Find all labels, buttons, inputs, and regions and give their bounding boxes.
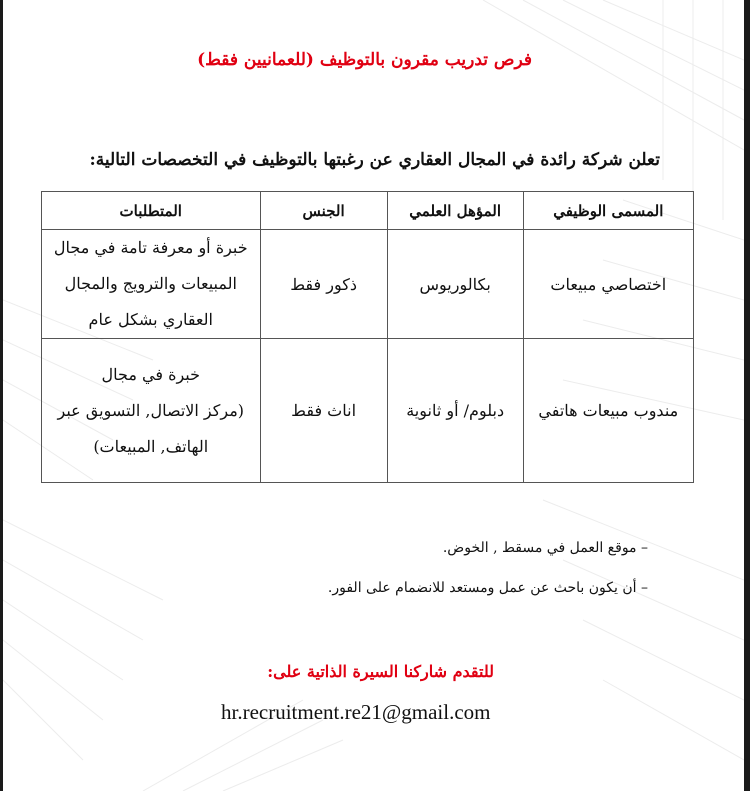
requirement-line: العقاري بشكل عام [88,310,213,329]
jobs-table [41,191,694,483]
cell-requirements [42,230,261,339]
note-location: – موقع العمل في مسقط , الخوض. [442,540,648,556]
contact-email: hr.recruitment.re21@gmail.com [221,700,491,724]
header-qualification: المؤهل العلمي [387,192,523,230]
requirement-line: (مركز الاتصال, التسويق عبر [57,400,245,420]
cell-qualification: بكالوريوس [387,230,523,339]
cell-gender: اناث فقط [260,339,387,483]
notes-list [248,532,648,612]
requirement-line: الهاتف, المبيعات) [93,436,209,456]
requirement-line: خبرة في مجال [101,364,200,384]
cell-qualification: دبلوم/ أو ثانوية [387,339,523,483]
table-row [42,339,694,483]
cell-job-title: مندوب مبيعات هاتفي [523,339,693,483]
right-edge [744,0,750,791]
document-page [3,0,744,791]
header-job-title: المسمى الوظيفي [523,192,693,230]
cell-job-title: اختصاصي مبيعات [523,230,693,339]
note-availability: – أن يكون باحث عن عمل ومستعد للانضمام على الفور. [327,580,648,596]
table-header-row [42,192,694,230]
apply-instruction: للتقدم شاركنا السيرة الذاتية على: [267,662,494,681]
header-requirements: المتطلبات [42,192,261,230]
cell-gender: ذكور فقط [260,230,387,339]
requirement-line: خبرة أو معرفة تامة في مجال [53,238,248,257]
intro-text: تعلن شركة رائدة في المجال العقاري عن رغبتها بالتوظيف في التخصصات التالية: [89,150,660,170]
page-title: فرص تدريب مقرون بالتوظيف (للعمانيين فقط) [197,50,532,70]
requirement-line: المبيعات والترويج والمجال [64,274,237,293]
table-row [42,230,694,339]
header-gender: الجنس [260,192,387,230]
cell-requirements [42,339,261,483]
